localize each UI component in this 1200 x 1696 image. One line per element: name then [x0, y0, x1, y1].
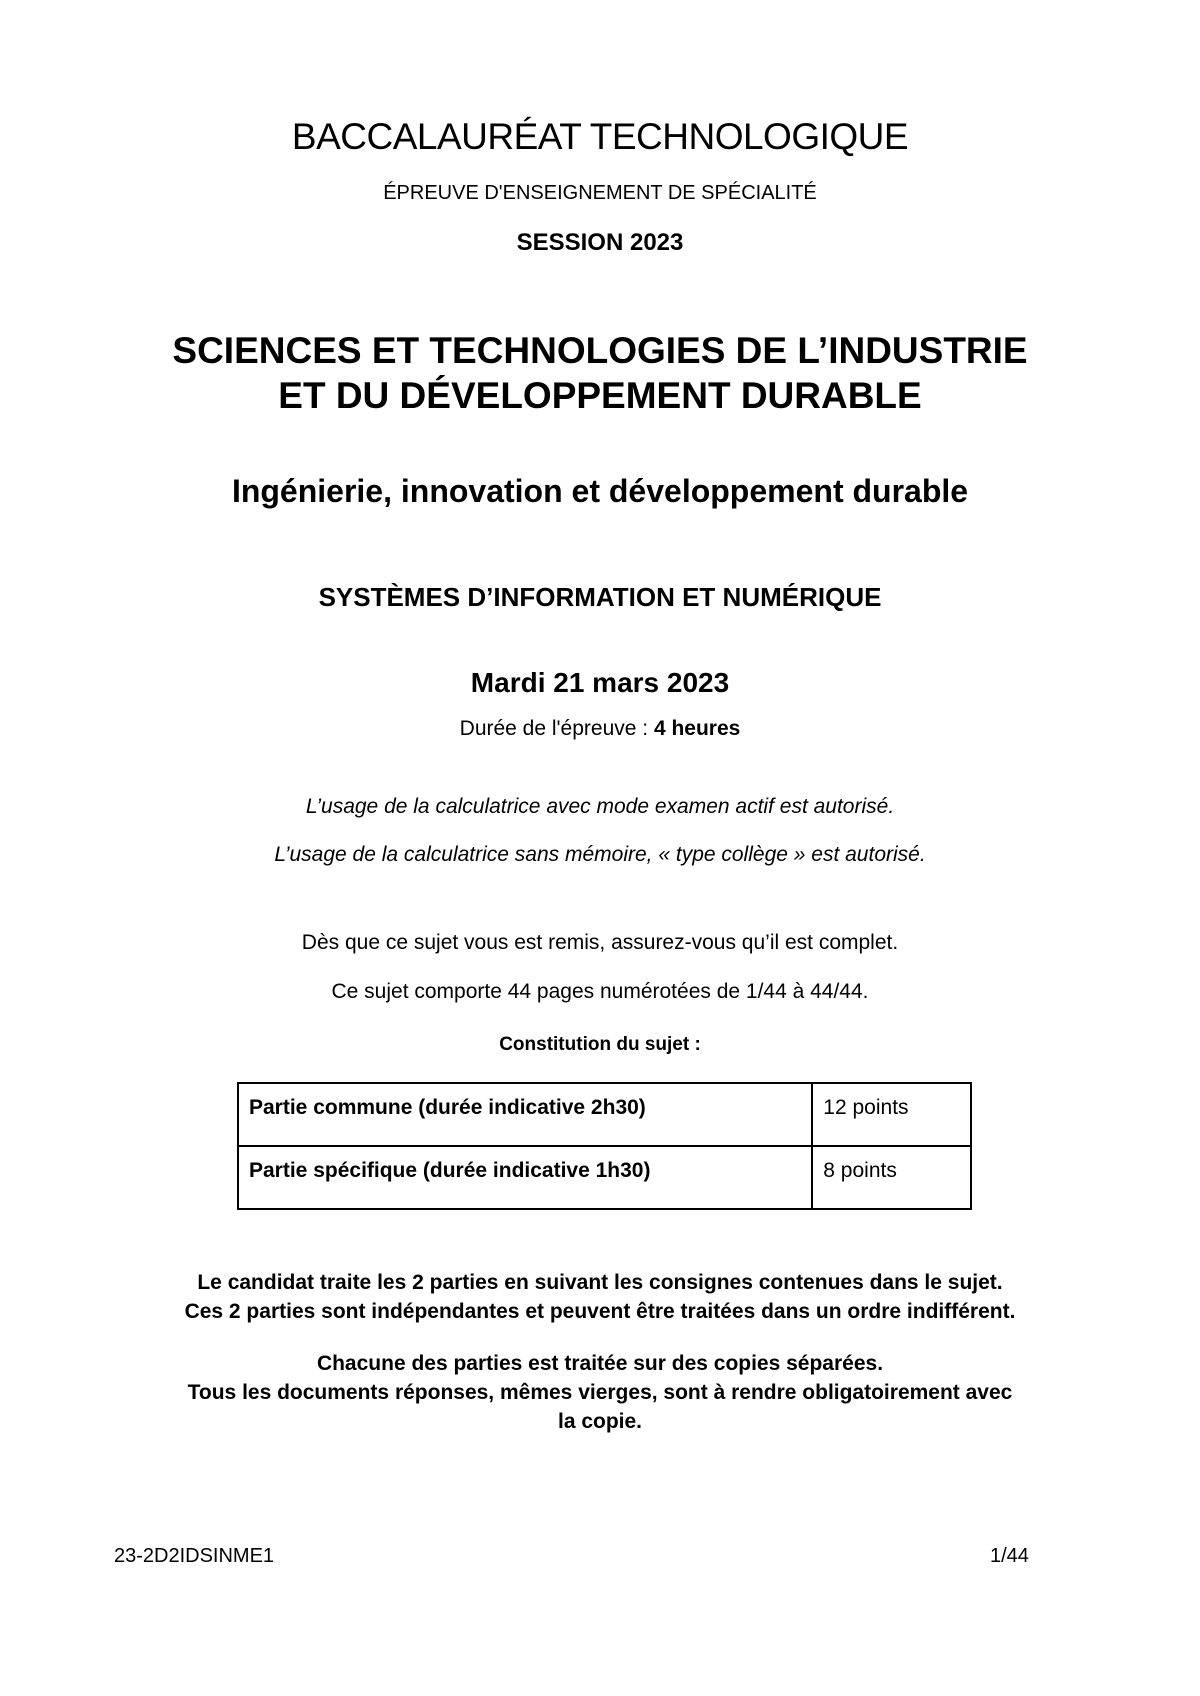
table-row	[238, 1083, 971, 1146]
footer-page-number: 1/44	[990, 1545, 1029, 1567]
constitution-title: Constitution du sujet :	[499, 1034, 701, 1055]
duration-label: Durée de l'épreuve :	[459, 717, 654, 740]
part-points-cell: 12 points	[812, 1083, 971, 1146]
instruction-line-3: Chacune des parties est traitée sur des copies séparées.	[316, 1352, 884, 1375]
instruction-line-5: la copie.	[557, 1410, 643, 1433]
exam-duration	[0, 717, 1200, 741]
parts-table	[237, 1082, 972, 1210]
part-points-cell: 8 points	[812, 1146, 971, 1209]
footer-subject-code: 23-2D2IDSINME1	[114, 1545, 275, 1567]
calculator-rule-1: L’usage de la calculatrice avec mode examen actif est autorisé.	[305, 795, 895, 818]
subject-title: Ingénierie, innovation et développement durable	[231, 473, 969, 509]
table-row	[238, 1146, 971, 1209]
specialty-title-line1: SCIENCES ET TECHNOLOGIES DE L’INDUSTRIE	[172, 330, 1028, 371]
instruction-line-1: Le candidat traite les 2 parties en suivant les consignes contenues dans le sujet.	[197, 1271, 1003, 1294]
completeness-notice: Dès que ce sujet vous est remis, assurez-vous qu’il est complet.	[301, 931, 899, 954]
exam-title: BACCALAURÉAT TECHNOLOGIQUE	[291, 116, 909, 157]
option-title: SYSTÈMES D’INFORMATION ET NUMÉRIQUE	[318, 582, 882, 612]
specialty-title-line2: ET DU DÉVELOPPEMENT DURABLE	[278, 375, 922, 416]
exam-date: Mardi 21 mars 2023	[470, 667, 730, 698]
duration-value: 4 heures	[653, 717, 741, 740]
exam-subtitle: ÉPREUVE D'ENSEIGNEMENT DE SPÉCIALITÉ	[383, 182, 817, 204]
instruction-line-4: Tous les documents réponses, mêmes vierges, sont à rendre obligatoirement avec	[187, 1381, 1013, 1404]
calculator-rule-2: L’usage de la calculatrice sans mémoire, « type collège » est autorisé.	[274, 843, 926, 866]
page-count-notice: Ce sujet comporte 44 pages numérotées de 1/44 à 44/44.	[331, 980, 869, 1003]
part-name-cell: Partie spécifique (durée indicative 1h30)	[238, 1146, 812, 1209]
instruction-line-2: Ces 2 parties sont indépendantes et peuvent être traitées dans un ordre indifférent.	[184, 1300, 1016, 1323]
part-name-cell: Partie commune (durée indicative 2h30)	[238, 1083, 812, 1146]
session-label: SESSION 2023	[516, 229, 684, 256]
